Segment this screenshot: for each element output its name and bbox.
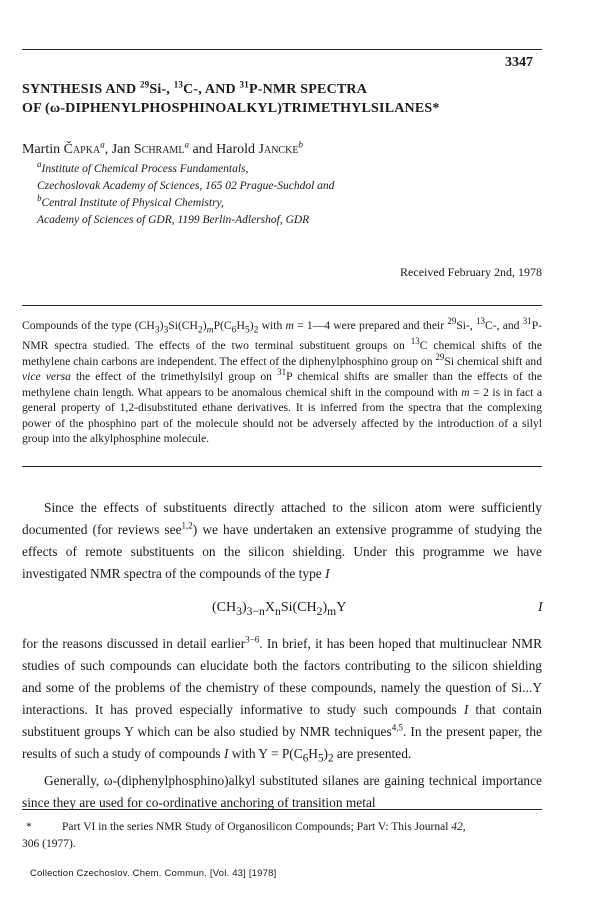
abstract: Compounds of the type $(CH_3)_3Si(CH_2)_mP(C_6H_5)_2$ with m = 1—4 were prepared and their $^{29}$Si-, $^{13}$C-, and $^{31}$P-NMR spectra studied. The effects of the two terminal substituent groups on $^{13}$C chemical shifts of the methylene chain carbons are independent. The effect of the diphenylphosphino group on $^{29}$Si chemical shift and vice versa the effect of the trimethylsilyl group on $^{31}$P chemical shifts are smaller than the effects of the methylene chain length. What appears to be anomalous chemical shift in the compound with m = 2 is in fact a general property of 1,2-disubstituted ethane derivatives. It is inferred from the spectra that the complexing power of the phosphino part of the molecule should not be adversely affected by the introduction of a silyl group into the alkylphosphine molecule.: [22, 316, 543, 446]
title-line-2: OF (ω-DIPHENYLPHOSPHINOALKYL)TRIMETHYLSILANES*: [22, 101, 440, 116]
footnote-line-2: 306 (1977).: [22, 838, 76, 850]
paragraph-3: Generally, ω-(diphenylphosphino)alkyl substituted silanes are gaining technical importance since they are used for co-ordinative anchoring of transition metal: [22, 772, 542, 810]
formula-label: I: [538, 600, 543, 615]
footnote-marker: *: [26, 821, 32, 833]
footnote-text: Part VI in the series NMR Study of Organosilicon Compounds; Part V: This Journal 42,: [62, 821, 466, 833]
footnote-rule: [22, 809, 542, 810]
author-list: Martin Čapka$^a$, Jan Schraml$^a$ and Harold Jancke$^b$: [22, 139, 303, 157]
affiliation-a-line-1: $^a$Institute of Chemical Process Fundamentals,: [37, 159, 249, 175]
journal-citation: Collection Czechoslov. Chem. Commun. [Vol. 43] [1978]: [30, 868, 277, 879]
paragraph-1: Since the effects of substituents directly attached to the silicon atom were sufficiently documented (for reviews see$^{1,2}$) we have undertaken an extensive programme of studying the effects of remote substituents on the silicon shielding. Under this programme we have investigated NMR spectra of the compounds of the type I: [22, 500, 542, 581]
formula-row: [22, 595, 542, 633]
paper-title: [22, 80, 542, 118]
footnote: [22, 819, 542, 853]
affiliations: [37, 161, 334, 229]
received-date: Received February 2nd, 1978: [400, 265, 542, 279]
affiliation-a-line-2: Czechoslovak Academy of Sciences, 165 02 Prague-Suchdol and: [37, 180, 335, 192]
body-text: [22, 497, 542, 814]
affiliation-b-line-2: Academy of Sciences of GDR, 1199 Berlin-Adlershof, GDR: [37, 214, 310, 226]
abstract-top-rule: [22, 305, 542, 306]
abstract-bottom-rule: [22, 466, 542, 467]
affiliation-b-line-1: $^b$Central Institute of Physical Chemistry,: [37, 193, 224, 209]
paragraph-2: for the reasons discussed in detail earlier$^{3-6}$. In brief, it has been hoped that multinuclear NMR studies of such compounds can elucidate both the factors contributing to the silicon shielding and some of the problems of the chemistry of these compounds, namely the question of Si...Y interactions. It has proved especially informative to study such compounds I that contain substituent groups Y which can be also studied by NMR techniques$^{4,5}$. In the present paper, the results of such a study of compounds I with $Y = P(C_6H_5)_2$ are presented.: [22, 634, 542, 765]
header-rule: [22, 49, 542, 50]
title-line-1: SYNTHESIS AND $^{29}$Si-, $^{13}$C-, AND $^{31}$P-NMR SPECTRA: [22, 79, 368, 97]
general-formula: $(CH_3)_{3-n}X_nSi(CH_2)_mY$: [212, 600, 347, 618]
page-number: 3347: [505, 55, 533, 70]
